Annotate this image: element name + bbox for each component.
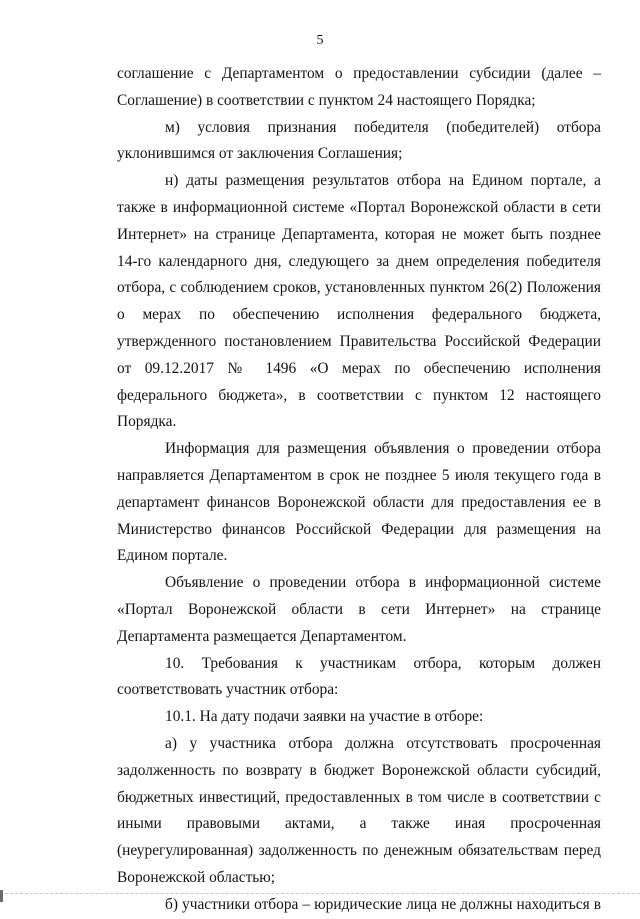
paragraph-agreement-continuation: соглашение с Департаментом о предоставлении субсидии (далее – Соглашение) в соответствии с пунктом 24 настоящего Порядка; [117, 65, 601, 109]
paragraph-item-n: н) даты размещения результатов отбора на Едином портале, а также в информационной системе «Портал Воронежской области в сети Интернет» на странице Департамента, которая не может быть позднее 14-го календарного дня, следующего за днем определения победителя отбора, с соблюдением сроков, установленных пунктом 26(2) Положения о мерах по обеспечению исполнения федерального бюджета, утвержденного постановлением Правительства Российской Федерации от 09.12.2017 № 1496 «О мерах по обеспечению исполнения федерального бюджета», в соответствии с пунктом 12 настоящего Порядка. [117, 172, 601, 431]
paragraph-item-m: м) условия признания победителя (победителей) отбора уклонившимся от заключения Соглашения; [117, 118, 601, 163]
scan-edge-mark [0, 890, 3, 902]
page-number: 5 [316, 33, 324, 48]
document-body [117, 61, 601, 919]
paragraph-section-10: 10. Требования к участникам отбора, которым должен соответствовать участник отбора: [117, 654, 601, 699]
paragraph-announcement-info: Информация для размещения объявления о проведении отбора направляется Департаментом в срок не позднее 5 июля текущего года в департамент финансов Воронежской области для предоставления ее в Министерство финансов Российской Федерации для размещения на Едином портале. [117, 440, 601, 565]
scan-edge-line [0, 893, 640, 900]
paragraph-announcement-publication: Объявление о проведении отбора в информационной системе «Портал Воронежской области в сети Интернет» на странице Департамента размещается Департаментом. [117, 574, 601, 645]
paragraph-item-a: а) у участника отбора должна отсутствовать просроченная задолженность по возврату в бюджет Воронежской области субсидий, бюджетных инвестиций, предоставленных в том числе в соответствии с иными правовыми актами, а также иная просроченная (неурегулированная) задолженность по денежным обязательствам перед Воронежской областью; [117, 734, 601, 886]
paragraph-section-10-1: 10.1. На дату подачи заявки на участие в отборе: [165, 708, 484, 726]
paragraph-item-b: б) участники отбора – юридические лица не должны находиться в [165, 895, 601, 913]
